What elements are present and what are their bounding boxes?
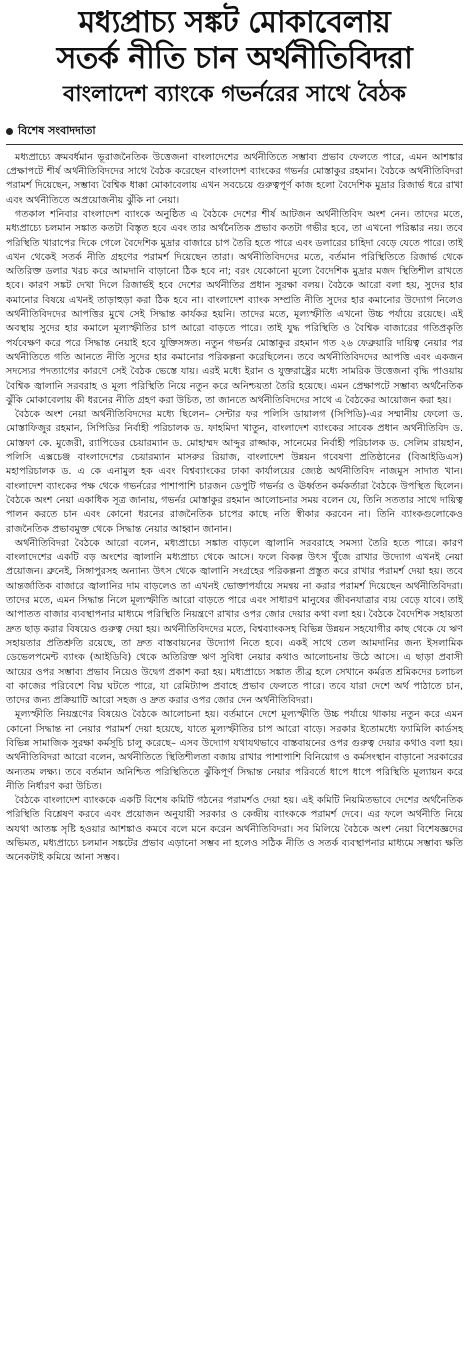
subheadline: বাংলাদেশ ব্যাংকে গভর্নরের সাথে বৈঠক <box>63 82 406 108</box>
article-paragraph: মূল্যস্ফীতি নিয়ন্ত্রণের বিষয়েও বৈঠকে আলোচনা হয়। বর্তমানে দেশে মূল্যস্ফীতি উচ্চ পর্যায়ে থাকায় নতুন করে এমন কোনো সিদ্ধান্ত না নেয়ার পরামর্শ দেয়া হয়েছে, যাতে মূল্যস্ফীতির চাপ আরো বাড়ে। সরকার ইতোমধ্যে ফ্যামিলি কার্ডসহ বিভিন্ন সামাজিক সুরক্ষা কর্মসূচি চালু করেছে– এসব উদ্যোগ যথাযথভাবে বাস্তবায়নের ওপর গুরুত্ব দেয়ার কথাও বলা হয়। অর্থনীতিবিদরা আরো বলেন, অর্থনীতিতে স্থিতিশীলতা বজায় রাখার পাশাপাশি বিনিয়োগ ও কর্মসংস্থান বাড়ানো সরকারের অন্যতম লক্ষ্য। তবে বর্তমান অনিশ্চিত পরিস্থিতিতে ঝুঁকিপূর্ণ সিদ্ধান্ত নেয়ার পরিবর্তে ধাপে ধাপে পরিস্থিতি মূল্যায়ন করে নীতি নির্ধারণ করা উচিত। <box>6 709 463 792</box>
article-paragraph: বৈঠকে বাংলাদেশ ব্যাংককে একটি বিশেষ কমিটি গঠনের পরামর্শও দেয়া হয়। এই কমিটি নিয়মিতভাবে দেশের অর্থনৈতিক পরিস্থিতি বিশ্লেষণ করবে এবং প্রয়োজন অনুযায়ী সরকার ও কেন্দ্রীয় ব্যাংককে পরামর্শ দেবে। এর ফলে অর্থনীতি নিয়ে অযথা আতঙ্ক সৃষ্টি হওয়ার আশঙ্কাও কমবে বলে মনে করেন অর্থনীতিবিদরা। সব মিলিয়ে বৈঠকে অংশ নেয়া বিশেষজ্ঞদের অভিমত, মধ্যপ্রাচ্যে চলমান সঙ্কটের প্রভাব এড়ানো সম্ভব না হলেও সঠিক নীতি ও সতর্ক ব্যবস্থাপনার মাধ্যমে সম্ভাব্য ক্ষতি অনেকটাই কমিয়ে আনা সম্ভব। <box>6 795 463 864</box>
bullet-icon <box>6 128 13 135</box>
headline-line-1: মধ্যপ্রাচ্য সঙ্কট মোকাবেলায় <box>78 5 391 40</box>
byline-divider <box>6 144 463 145</box>
byline-text: বিশেষ সংবাদদাতা <box>18 123 96 137</box>
byline <box>6 122 463 141</box>
article-paragraph: গতকাল শনিবার বাংলাদেশ ব্যাংকে অনুষ্ঠিত এ বৈঠকে দেশের শীর্ষ আটজন অর্থনীতিবিদ অংশ নেন। তাদের মতে, মধ্যপ্রাচ্যে চলমান সঙ্কাত কতটা বিস্তৃত হবে এবং তার অর্থনৈতিক প্রভাব কতটা গভীর হবে, তা এখনো পরিষ্কার নয়। তবে পরিস্থিতি খারাপের দিকে গেলে বৈদেশিক মুদ্রার বাজারে চাপ তৈরি হতে পারে এবং ডলারের চাহিদা বেড়ে যেতে পারে। তাই এখন থেকেই সতর্ক নীতি গ্রহণের পরামর্শ দিয়েছেন তারা। অর্থনীতিবিদদের মতে, বর্তমান পরিস্থিতিতে রিজার্ভ থেকে অতিরিক্ত ডলার খরচ করে আমদানি বাড়ানো ঠিক হবে না; বরং যেকোনো মূল্যে বৈদেশিক মুদ্রার মজদ স্থিতিশীল রাখতে হবে। কারণ সঙ্কট দেখা দিলে রিজার্ভই হবে দেশের অর্থনীতির প্রধান সুরক্ষা বলয়। বৈঠকে আরো বলা হয়, সুদের হার কমানোর বিষয়ে এখনই তাড়াহুড়া করা ঠিক হবে না। বাংলাদেশ ব্যাংক সম্প্রতি নীতি সুদের হার কমানোর উদ্যোগ নিলেও অর্থনীতিবিদদের আপত্তির মুখে সেই সিদ্ধান্ত কার্যকর হয়নি। তাদের মতে, মূল্যস্ফীতি এখনো উচ্চ পর্যায়ে রয়েছে। এই অবস্থায় সুদের হার কমালে মূল্যস্ফীতির চাপ আরো বাড়তে পারে। তাই যুদ্ধ পরিস্থিতি ও বৈশ্বিক বাজারের গতিপ্রকৃতি পর্যবেক্ষণ করে পরে সিদ্ধান্ত নেয়াই হবে যুক্তিসঙ্গত। নতুন গভর্নর মোস্তাকুর রহমান গত ২৬ ফেব্রুয়ারি দায়িত্ব নেয়ার পর অর্থনীতিতে গতি আনতে নীতি সুদের হার কমানোর পরিকল্পনা করেছিলেন। তবে অর্থনীতিবিদদের আপত্তি এবং একজন সদস্যের পদত্যাগের কারণে সেই বৈঠক ভেস্তে যায়। এরই মধ্যে ইরান ও যুক্তরাষ্ট্রের মধ্যে সামরিক উত্তেজনা বৃদ্ধি পাওয়ায় বৈশ্বিক জ্বালানি সরবরাহ ও মূল্য পরিস্থিতি নিয়ে নতুন করে অনিশ্চয়তা তৈরি হয়েছে। এমন প্রেক্ষাপটে সম্ভাব্য অর্থনৈতিক ঝুঁকি মোকাবেলায় কী ধরনের নীতি গ্রহণ করা উচিত, তা জানতে অর্থনীতিবিদদের সাথে এ বৈঠকের আয়োজন করা হয়। <box>6 209 463 406</box>
article-paragraph: বৈঠকে অংশ নেয়া অর্থনীতিবিদদের মধ্যে ছিলেন– সেন্টার ফর পলিসি ডায়ালগ (সিপিডি)-এর সম্মানীয় ফেলো ড. মোস্তাফিজুর রহমান, সিপিডির নির্বাহী পরিচালক ড. ফাহমিদা খাতুন, বাংলাদেশ ব্যাংকের সাবেক প্রধান অর্থনীতিবিদ ড. মোস্তফা কে. মুজেরী, র‍্যাপিডের চেয়ারম্যান ড. মোহাম্মদ আব্দুর রাজ্জাক, সানেমের নির্বাহী পরিচালক ড. সেলিম রায়হান, পলিসি এক্সচেঞ্জ বাংলাদেশের চেয়ারম্যান মাসরুর রিয়াজ, বাংলাদেশ উন্নয়ন গবেষণা প্রতিষ্ঠানের (বিআইডিএস) মহাপরিচালক ড. এ কে এনামুল হক এবং বিশ্বব্যাংকের ঢাকা কার্যালয়ের জ্যেষ্ঠ অর্থনীতিবিদ নাজমুস সাদাত খান। বাংলাদেশ ব্যাংকের পক্ষ থেকে গভর্নরের পাশাপাশি চারজন ডেপুটি গভর্নর ও ঊর্ধ্বতন কর্মকর্তারা বৈঠকে উপস্থিত ছিলেন। বৈঠকে অংশ নেয়া একাধিক সূত্র জানায়, গভর্নর মোস্তাকুর রহমান আলোচনার সময় বলেন যে, তিনি সততার সাথে দায়িত্ব পালন করতে চান এবং কোনো ধরনের রাজনৈতিক চাপের কাছে নতি স্বীকার করবেন না। তিনি ব্যাংকগুলোকেও রাজনৈতিক প্রভাবমুক্ত থেকে সিদ্ধান্ত নেয়ার আহ্বান জানান। <box>6 409 463 535</box>
article-paragraph: মধ্যপ্রাচ্যে ক্রমবর্ধমান ভূরাজনৈতিক উত্তেজনা বাংলাদেশের অর্থনীতিতে সম্ভাব্য প্রভাব ফেলতে পারে, এমন আশঙ্কার প্রেক্ষাপটে শীর্ষ অর্থনীতিবিদদের সাথে বৈঠক করেছেন বাংলাদেশ ব্যাংকের গভর্নর মোস্তাকুর রহমান। বৈঠকে অর্থনীতিবিদরা পরামর্শ দিয়েছেন, সম্ভাব্য বৈশ্বিক ধাক্কা মোকাবেলায় এখন সবচেয়ে গুরুত্বপূর্ণ কাজ হলো বৈদেশিক মুদ্রার রিজার্ভ ধরে রাখা এবং অর্থনীতিতে অপ্রয়োজনীয় ঝুঁকি না নেয়া। <box>6 151 463 206</box>
headline-line-2: সতর্ক নীতি চান অর্থনীতিবিদরা <box>56 40 413 76</box>
article-paragraph: অর্থনীতিবিদরা বৈঠকে আরো বলেন, মধ্যপ্রাচ্যে সঙ্কাত বাড়লে জ্বালানি সরবরাহে সমস্যা তৈরি হতে পারে। কারণ বাংলাদেশের একটি বড় অংশের জ্বালানি মধ্যপ্রাচ্য থেকে আসে। ফলে বিকল্প উৎস খুঁজে রাখার উদ্যোগ এখনই নেয়া প্রয়োজন। ব্রুনেই, সিঙ্গাপুরসহ অন্যান্য উৎস থেকে জ্বালানি সংগ্রহের পরিকল্পনা প্রস্তুত করে রাখার পরামর্শ দেয়া হয়। তবে আন্তর্জাতিক বাজারে জ্বালানির দাম বাড়লেও তা এখনই ভোক্তাপর্যায়ে সমন্বয় না করার পরামর্শ দিয়েছেন অর্থনীতিবিদরা। তাদের মতে, এমন সিদ্ধান্ত নিলে মূল্যস্ফীতি আরো বাড়তে পারে এবং সাধারণ মানুষের জীবনযাত্রার ব্যয় বেড়ে যাবে। তাই আপাতত বাজার ব্যবস্থাপনার মাধ্যমে পরিস্থিতি নিয়ন্ত্রণে রাখার ওপর জোর দেয়ার কথা বলা হয়। বৈঠকে বৈদেশিক সহায়তা দ্রুত ছাড় করার বিষয়েও গুরুত্ব দেয়া হয়। অর্থনীতিবিদদের মতে, বিশ্বব্যাংকসহ বিভিন্ন উন্নয়ন সহযোগীর কাছ থেকে যে ঋণ সহায়তার প্রতিশ্রুতি রয়েছে, তা দ্রুত বাস্তবায়নের উদ্যোগ নিতে হবে। একই সাথে তেল আমদানির জন্য ইসলামিক ডেভেলপমেন্ট ব্যাংক (আইডিবি) থেকে অতিরিক্ত ঋণ সুবিধা নেয়ার কথাও আলোচনায় উঠে আসে। এ ছাড়া প্রবাসী আয়ের ওপর সম্ভাব্য প্রভাব নিয়েও উদ্বেগ প্রকাশ করা হয়। মধ্যপ্রাচ্যে সঙ্কাত তীব্র হলে সেখানে কর্মরত শ্রমিকদের চলাচল বা কাজের পরিবেশে বিঘ্ন ঘটতে পারে, যা রেমিট্যান্স প্রবাহে প্রভাব ফেলতে পারে। তবে যারা দেশে অর্থ পাঠাতে চান, তাদের জন্য প্রক্রিয়াটি আরো সহজ ও দ্রুত করার ওপর জোর দেন অর্থনীতিবিদরা। <box>6 537 463 707</box>
article-body <box>6 151 463 866</box>
